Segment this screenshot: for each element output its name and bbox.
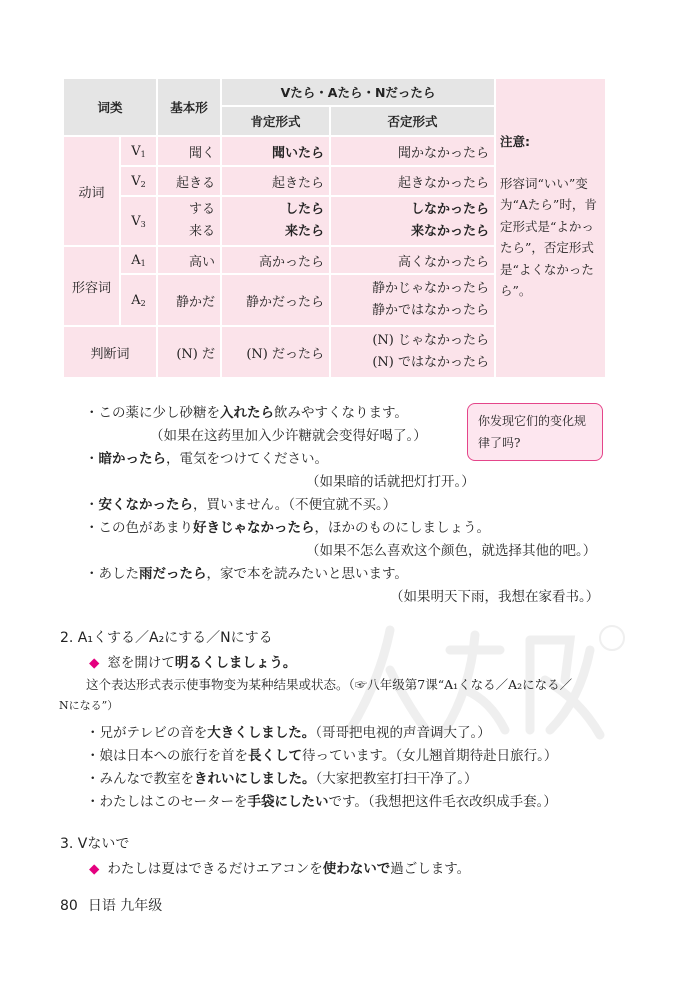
cell-negative: 起きなかったら [330,166,495,196]
cell-positive: 起きたら [221,166,330,196]
adjective-label: 形容词 [63,246,120,326]
section-3-heading: 3. Vないで [60,836,130,852]
cell-base: 来る [189,224,216,239]
explanation [86,675,572,693]
note-title: 注意: [500,134,531,149]
cell-negative: 静かじゃなかったら [372,281,490,296]
verb-label: 动词 [63,136,120,246]
cell-negative: (N) ではなかったら [372,355,490,370]
v3-label: V [131,213,141,229]
explanation [59,697,118,713]
subscript: 2 [140,179,146,189]
text-segment: ・ [85,451,99,467]
header-negative: 否定形式 [330,106,495,136]
example-line [85,493,396,513]
cell-positive: 静かだったら [221,274,330,326]
text-segment: （大家把教室打扫干净了。） [315,771,478,787]
header-base-form: 基本形 [157,78,221,136]
cell-positive: (N) だったら [221,326,330,378]
cell-positive: 聞いたら [221,136,330,166]
text-segment: ・この薬に少し砂糖を [85,405,220,421]
cell-negative: 来なかったら [411,224,490,239]
cell-base: 聞く [157,136,221,166]
page-footer [60,895,162,915]
header-group: Vたら・Aたら・Nだったら [221,78,495,106]
text-segment: ・わたしはこのセーターを [86,794,248,810]
bold-segment: 安くなかったら [98,497,193,513]
text-segment: （哥哥把电视的声音调大了。） [315,725,491,741]
cell-negative: 静かではなかったら [372,303,490,318]
subscript: 1 [140,149,146,159]
cell-positive: 来たら [285,224,325,239]
text-segment: ，ほかのものにしましょう。 [314,520,490,536]
header-positive: 肯定形式 [221,106,330,136]
text-segment: （如果不怎么喜欢这个颜色，就选择其他的吧。） [306,543,597,559]
translation-line [150,424,427,444]
a1-label: A [131,252,141,268]
cell-base: する [189,202,216,217]
cell-negative: (N) じゃなかったら [372,333,490,348]
text-segment: ・この色があまり [85,520,193,536]
bold-segment: 明るくしましょう。 [174,655,297,671]
subscript: 2 [140,298,146,308]
text-segment: Nになる”） [59,699,119,712]
text-segment: 这个表达形式表示使事物变为某种结果或状态。（☞八年级第7课“A₁くなる／A₂になる／ [86,677,573,692]
cell-base: 静かだ [157,274,221,326]
cell-negative: 聞かなかったら [330,136,495,166]
text-segment: 過ごします。 [390,861,471,877]
example-line [85,516,490,536]
example-line [85,447,328,467]
section-2-heading: 2. A₁くする／A₂にする／Nにする [60,630,273,646]
conjugation-table [62,77,607,379]
text-segment: 飲みやすくなります。 [274,405,408,421]
bold-segment: 大きくしました。 [207,725,316,741]
note-text: 形容词“いい”变为“Aたら”时，肯定形式是“よかったら”，否定形式是“よくなかったら”。 [500,175,597,298]
text-segment: ・娘は日本への旅行を首を [86,748,248,764]
translation-line [306,539,596,559]
bold-segment: きれいにしました。 [194,771,316,787]
text-segment: 窓を開けて [107,655,175,671]
cell-positive: 高かったら [221,246,330,274]
text-segment: （如果暗的话就把灯打开。） [306,474,475,490]
page-number: 80 [60,898,78,914]
bold-segment: 好きじゃなかったら [193,520,315,536]
cell-negative: 高くなかったら [330,246,495,274]
bold-segment: 長くして [248,748,302,764]
text-segment: （如果在这药里加入少许糖就会变得好喝了。） [150,428,427,444]
v2-label: V [131,173,141,189]
example-line [86,790,557,810]
bold-segment: 手袋にしたい [247,794,329,810]
text-segment: です。（我想把这件毛衣改织成手套。） [328,794,557,810]
bold-segment: 使わないで [322,861,391,877]
translation-line [390,585,599,605]
diamond-bullet-icon: ◆ [89,655,100,671]
key-sentence [89,651,296,671]
cell-positive: したら [285,202,325,217]
copula-label: 判断词 [63,326,157,378]
example-line [86,721,491,741]
subscript: 3 [140,219,146,229]
example-line [85,401,408,421]
bold-segment: 暗かったら [98,451,166,467]
cell-negative: しなかったら [411,202,490,217]
translation-line [306,470,475,490]
example-line [86,744,557,764]
text-segment: わたしは夏はできるだけエアコンを [107,861,323,877]
cell-base: (N) だ [157,326,221,378]
v1-label: V [131,143,141,159]
bold-segment: 雨だったら [139,566,207,582]
note-cell [495,78,606,378]
text-segment: ，家で本を読みたいと思います。 [206,566,408,582]
text-segment: 待っています。（女儿翘首期待赴日旅行。） [302,748,558,764]
example-line [86,767,478,787]
diamond-bullet-icon: ◆ [89,861,100,877]
bold-segment: 入れたら [220,405,274,421]
a2-label: A [131,292,141,308]
text-segment: （如果明天下雨，我想在家看书。） [390,589,600,605]
header-word-class: 词类 [63,78,157,136]
cell-base: 高い [157,246,221,274]
text-segment: ・あした [85,566,139,582]
book-title: 日语 九年级 [87,898,163,914]
text-segment: ・兄がテレビの音を [86,725,208,741]
text-segment: ・みんなで教室を [86,771,194,787]
example-line [85,562,408,582]
subscript: 1 [140,258,146,268]
text-segment: ・ [85,497,99,513]
text-segment: ，買いません。（不便宜就不买。） [193,497,397,513]
key-sentence [89,857,470,877]
text-segment: ，電気をつけてください。 [166,451,328,467]
cell-base: 起きる [157,166,221,196]
speech-bubble: 你发现它们的变化规律了吗? [467,403,603,461]
